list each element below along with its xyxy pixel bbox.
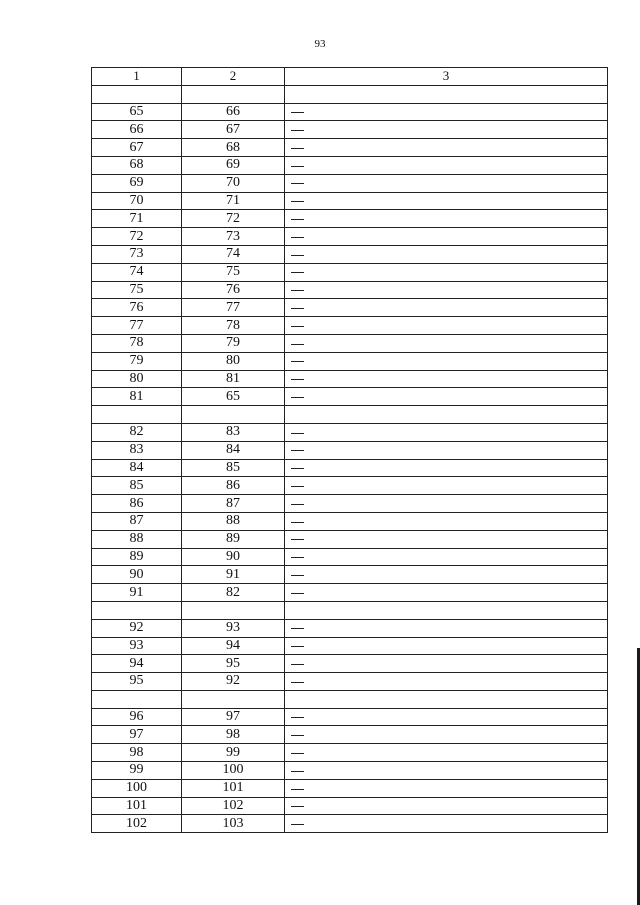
table-row: [92, 228, 608, 246]
separator-row: [92, 601, 608, 619]
dash-mark: [291, 593, 304, 594]
empty-cell: [92, 690, 182, 708]
table-row: [92, 673, 608, 691]
cell-col-2: 75: [182, 263, 285, 281]
table-row: [92, 299, 608, 317]
dash-mark: [291, 824, 304, 825]
table-row: [92, 174, 608, 192]
cell-col-2: 98: [182, 726, 285, 744]
cell-col-3: [285, 156, 608, 174]
empty-cell: [285, 85, 608, 103]
cell-col-1: 78: [92, 334, 182, 352]
table-row: [92, 388, 608, 406]
cell-col-1: 68: [92, 156, 182, 174]
dash-mark: [291, 468, 304, 469]
header-col-2: 2: [182, 68, 285, 86]
dash-mark: [291, 664, 304, 665]
cell-col-2: 103: [182, 815, 285, 833]
cell-col-3: [285, 619, 608, 637]
cell-col-3: [285, 762, 608, 780]
cell-col-2: 94: [182, 637, 285, 655]
empty-cell: [182, 85, 285, 103]
header-col-1: 1: [92, 68, 182, 86]
cell-col-3: [285, 423, 608, 441]
cell-col-1: 95: [92, 673, 182, 691]
cell-col-2: 92: [182, 673, 285, 691]
dash-mark: [291, 219, 304, 220]
cell-col-1: 93: [92, 637, 182, 655]
dash-mark: [291, 237, 304, 238]
dash-mark: [291, 112, 304, 113]
cell-col-1: 92: [92, 619, 182, 637]
cell-col-3: [285, 121, 608, 139]
table-row: [92, 334, 608, 352]
dash-mark: [291, 789, 304, 790]
dash-mark: [291, 308, 304, 309]
cell-col-1: 89: [92, 548, 182, 566]
cell-col-3: [285, 477, 608, 495]
cell-col-2: 82: [182, 584, 285, 602]
dash-mark: [291, 539, 304, 540]
cell-col-2: 83: [182, 423, 285, 441]
dash-mark: [291, 290, 304, 291]
table-row: [92, 441, 608, 459]
table-row: [92, 584, 608, 602]
cell-col-3: [285, 388, 608, 406]
cell-col-3: [285, 779, 608, 797]
empty-cell: [285, 601, 608, 619]
table-row: [92, 548, 608, 566]
dash-mark: [291, 201, 304, 202]
cell-col-2: 88: [182, 512, 285, 530]
cell-col-1: 65: [92, 103, 182, 121]
dash-mark: [291, 504, 304, 505]
table-row: [92, 317, 608, 335]
cell-col-2: 70: [182, 174, 285, 192]
cell-col-3: [285, 281, 608, 299]
cell-col-1: 74: [92, 263, 182, 281]
cell-col-1: 83: [92, 441, 182, 459]
dash-mark: [291, 433, 304, 434]
cell-col-2: 65: [182, 388, 285, 406]
cell-col-3: [285, 299, 608, 317]
page-number: 93: [314, 38, 326, 50]
cell-col-3: [285, 370, 608, 388]
empty-cell: [182, 690, 285, 708]
cell-col-1: 97: [92, 726, 182, 744]
cell-col-2: 71: [182, 192, 285, 210]
cell-col-1: 102: [92, 815, 182, 833]
cell-col-3: [285, 459, 608, 477]
cell-col-3: [285, 228, 608, 246]
cell-col-2: 80: [182, 352, 285, 370]
cell-col-1: 85: [92, 477, 182, 495]
cell-col-3: [285, 103, 608, 121]
dash-mark: [291, 450, 304, 451]
cell-col-1: 96: [92, 708, 182, 726]
cell-col-1: 94: [92, 655, 182, 673]
cell-col-1: 69: [92, 174, 182, 192]
table-row: [92, 370, 608, 388]
cell-col-2: 77: [182, 299, 285, 317]
table-row: [92, 156, 608, 174]
table-row: [92, 103, 608, 121]
cell-col-3: [285, 566, 608, 584]
cell-col-2: 78: [182, 317, 285, 335]
cell-col-3: [285, 441, 608, 459]
cell-col-2: 90: [182, 548, 285, 566]
cell-col-1: 98: [92, 744, 182, 762]
table-row: [92, 619, 608, 637]
dash-mark: [291, 522, 304, 523]
dash-mark: [291, 628, 304, 629]
cell-col-2: 81: [182, 370, 285, 388]
dash-mark: [291, 735, 304, 736]
cell-col-1: 76: [92, 299, 182, 317]
cell-col-1: 87: [92, 512, 182, 530]
table-body: [92, 85, 608, 832]
cell-col-2: 67: [182, 121, 285, 139]
cell-col-1: 72: [92, 228, 182, 246]
cell-col-2: 95: [182, 655, 285, 673]
cell-col-2: 86: [182, 477, 285, 495]
data-table: [91, 67, 608, 833]
cell-col-2: 99: [182, 744, 285, 762]
table-row: [92, 139, 608, 157]
header-col-3: 3: [285, 68, 608, 86]
cell-col-2: 74: [182, 245, 285, 263]
cell-col-3: [285, 352, 608, 370]
cell-col-3: [285, 139, 608, 157]
empty-cell: [182, 406, 285, 424]
cell-col-1: 82: [92, 423, 182, 441]
cell-col-3: [285, 530, 608, 548]
cell-col-3: [285, 548, 608, 566]
table-row: [92, 352, 608, 370]
cell-col-2: 91: [182, 566, 285, 584]
separator-row: [92, 690, 608, 708]
cell-col-3: [285, 584, 608, 602]
table-row: [92, 423, 608, 441]
cell-col-1: 101: [92, 797, 182, 815]
empty-cell: [182, 601, 285, 619]
table-row: [92, 779, 608, 797]
cell-col-1: 86: [92, 495, 182, 513]
cell-col-1: 71: [92, 210, 182, 228]
table-row: [92, 192, 608, 210]
dash-mark: [291, 148, 304, 149]
dash-mark: [291, 344, 304, 345]
header-row: [92, 68, 608, 86]
table-row: [92, 815, 608, 833]
cell-col-1: 88: [92, 530, 182, 548]
cell-col-2: 101: [182, 779, 285, 797]
cell-col-1: 91: [92, 584, 182, 602]
dash-mark: [291, 717, 304, 718]
table-row: [92, 637, 608, 655]
cell-col-1: 67: [92, 139, 182, 157]
dash-mark: [291, 806, 304, 807]
cell-col-3: [285, 815, 608, 833]
cell-col-3: [285, 174, 608, 192]
cell-col-3: [285, 726, 608, 744]
cell-col-3: [285, 495, 608, 513]
cell-col-1: 100: [92, 779, 182, 797]
table-row: [92, 744, 608, 762]
table-row: [92, 655, 608, 673]
cell-col-2: 100: [182, 762, 285, 780]
cell-col-2: 84: [182, 441, 285, 459]
cell-col-3: [285, 673, 608, 691]
dash-mark: [291, 166, 304, 167]
cell-col-2: 69: [182, 156, 285, 174]
empty-cell: [92, 406, 182, 424]
cell-col-1: 75: [92, 281, 182, 299]
cell-col-3: [285, 317, 608, 335]
dash-mark: [291, 183, 304, 184]
cell-col-1: 84: [92, 459, 182, 477]
cell-col-1: 79: [92, 352, 182, 370]
dash-mark: [291, 575, 304, 576]
cell-col-3: [285, 334, 608, 352]
dash-mark: [291, 255, 304, 256]
cell-col-3: [285, 210, 608, 228]
cell-col-1: 90: [92, 566, 182, 584]
dash-mark: [291, 557, 304, 558]
cell-col-2: 68: [182, 139, 285, 157]
cell-col-3: [285, 263, 608, 281]
cell-col-2: 85: [182, 459, 285, 477]
dash-mark: [291, 379, 304, 380]
dash-mark: [291, 361, 304, 362]
cell-col-1: 81: [92, 388, 182, 406]
dash-mark: [291, 771, 304, 772]
cell-col-1: 77: [92, 317, 182, 335]
cell-col-1: 70: [92, 192, 182, 210]
table-row: [92, 245, 608, 263]
table-row: [92, 566, 608, 584]
data-table-container: [91, 67, 607, 833]
table-row: [92, 281, 608, 299]
cell-col-2: 66: [182, 103, 285, 121]
separator-row: [92, 406, 608, 424]
cell-col-2: 102: [182, 797, 285, 815]
table-row: [92, 477, 608, 495]
dash-mark: [291, 326, 304, 327]
dash-mark: [291, 130, 304, 131]
dash-mark: [291, 272, 304, 273]
cell-col-3: [285, 245, 608, 263]
table-row: [92, 762, 608, 780]
table-row: [92, 708, 608, 726]
cell-col-2: 72: [182, 210, 285, 228]
cell-col-2: 89: [182, 530, 285, 548]
dash-mark: [291, 646, 304, 647]
cell-col-3: [285, 512, 608, 530]
cell-col-2: 97: [182, 708, 285, 726]
dash-mark: [291, 682, 304, 683]
cell-col-2: 87: [182, 495, 285, 513]
empty-cell: [285, 406, 608, 424]
empty-cell: [92, 85, 182, 103]
dash-mark: [291, 486, 304, 487]
cell-col-3: [285, 192, 608, 210]
dash-mark: [291, 753, 304, 754]
table-row: [92, 512, 608, 530]
cell-col-2: 79: [182, 334, 285, 352]
table-row: [92, 459, 608, 477]
table-row: [92, 797, 608, 815]
table-row: [92, 530, 608, 548]
separator-row: [92, 85, 608, 103]
cell-col-3: [285, 797, 608, 815]
cell-col-1: 73: [92, 245, 182, 263]
cell-col-3: [285, 655, 608, 673]
cell-col-2: 93: [182, 619, 285, 637]
cell-col-1: 99: [92, 762, 182, 780]
cell-col-2: 76: [182, 281, 285, 299]
cell-col-1: 66: [92, 121, 182, 139]
cell-col-3: [285, 637, 608, 655]
empty-cell: [92, 601, 182, 619]
table-row: [92, 263, 608, 281]
cell-col-1: 80: [92, 370, 182, 388]
cell-col-3: [285, 744, 608, 762]
table-row: [92, 495, 608, 513]
table-row: [92, 121, 608, 139]
dash-mark: [291, 397, 304, 398]
cell-col-3: [285, 708, 608, 726]
table-row: [92, 210, 608, 228]
cell-col-2: 73: [182, 228, 285, 246]
table-row: [92, 726, 608, 744]
empty-cell: [285, 690, 608, 708]
